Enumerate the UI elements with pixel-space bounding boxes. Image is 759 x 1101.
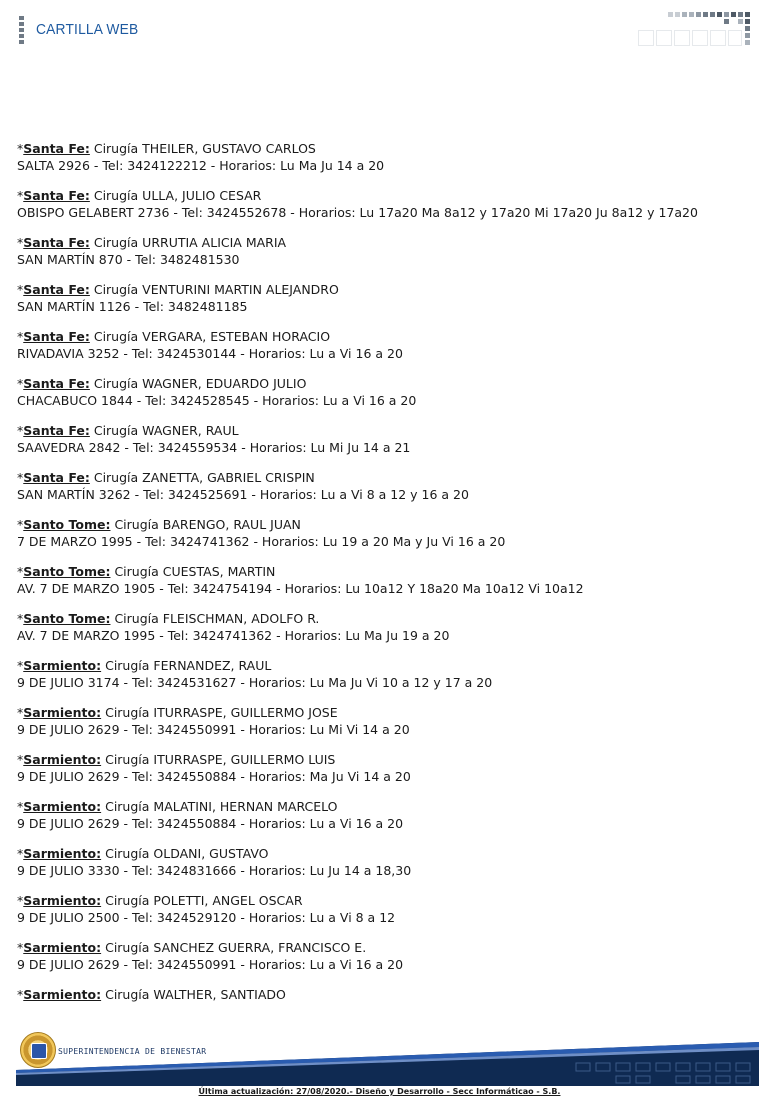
entry-heading bbox=[17, 704, 747, 721]
list-item bbox=[17, 328, 747, 362]
list-item bbox=[17, 469, 747, 503]
entry-specialty: Cirugía bbox=[93, 423, 139, 438]
entry-provider-name: FLEISCHMAN, ADOLFO R. bbox=[162, 611, 320, 626]
entry-details: SAAVEDRA 2842 - Tel: 3424559534 - Horarios: Lu Mi Ju 14 a 21 bbox=[17, 440, 411, 455]
entry-heading bbox=[17, 610, 747, 627]
entry-heading bbox=[17, 422, 747, 439]
list-item bbox=[17, 751, 747, 785]
entry-city: Sarmiento: bbox=[23, 799, 102, 814]
entry-city: Santa Fe: bbox=[23, 470, 90, 485]
entry-bullet: * bbox=[17, 846, 24, 861]
entry-provider-name: WALTHER, SANTIADO bbox=[153, 987, 286, 1002]
entry-details: RIVADAVIA 3252 - Tel: 3424530144 - Horarios: Lu a Vi 16 a 20 bbox=[17, 346, 403, 361]
entry-provider-name: POLETTI, ANGEL OSCAR bbox=[153, 893, 303, 908]
entry-specialty: Cirugía bbox=[93, 376, 139, 391]
entry-details: SAN MARTÍN 3262 - Tel: 3424525691 - Horarios: Lu a Vi 8 a 12 y 16 a 20 bbox=[17, 487, 469, 502]
entry-heading bbox=[17, 657, 747, 674]
entry-heading bbox=[17, 939, 747, 956]
entry-heading bbox=[17, 328, 747, 345]
entry-city: Santo Tome: bbox=[23, 564, 111, 579]
entry-details: AV. 7 DE MARZO 1905 - Tel: 3424754194 - Horarios: Lu 10a12 Y 18a20 Ma 10a12 Vi 10a12 bbox=[17, 581, 584, 596]
entry-bullet: * bbox=[17, 752, 24, 767]
list-item bbox=[17, 610, 747, 644]
entry-provider-name: VENTURINI MARTIN ALEJANDRO bbox=[142, 282, 339, 297]
list-item bbox=[17, 704, 747, 738]
entry-details: 9 DE JULIO 3330 - Tel: 3424831666 - Horarios: Lu Ju 14 a 18,30 bbox=[17, 863, 412, 878]
entry-bullet: * bbox=[17, 517, 24, 532]
entry-heading bbox=[17, 234, 747, 251]
entry-provider-name: CUESTAS, MARTIN bbox=[162, 564, 276, 579]
page-title: CARTILLA WEB bbox=[36, 21, 139, 38]
list-item bbox=[17, 845, 747, 879]
entry-city: Sarmiento: bbox=[23, 987, 102, 1002]
entry-bullet: * bbox=[17, 987, 24, 1002]
entry-specialty: Cirugía bbox=[93, 188, 139, 203]
page-header bbox=[0, 0, 759, 60]
entry-specialty: Cirugía bbox=[93, 282, 139, 297]
entry-provider-name: WAGNER, EDUARDO JULIO bbox=[142, 376, 307, 391]
entry-bullet: * bbox=[17, 893, 24, 908]
entry-bullet: * bbox=[17, 188, 24, 203]
entry-city: Sarmiento: bbox=[23, 658, 102, 673]
entry-bullet: * bbox=[17, 423, 24, 438]
entry-specialty: Cirugía bbox=[105, 658, 150, 673]
entry-details: SAN MARTÍN 1126 - Tel: 3482481185 bbox=[17, 299, 248, 314]
page-footer bbox=[16, 1030, 759, 1090]
entry-specialty: Cirugía bbox=[105, 846, 150, 861]
entry-specialty: Cirugía bbox=[105, 987, 150, 1002]
entry-heading bbox=[17, 751, 747, 768]
entry-provider-name: MALATINI, HERNAN MARCELO bbox=[153, 799, 338, 814]
list-item bbox=[17, 516, 747, 550]
organization-name: SUPERINTENDENCIA DE BIENESTAR bbox=[58, 1047, 207, 1056]
entry-city: Santa Fe: bbox=[23, 188, 90, 203]
entry-details: SALTA 2926 - Tel: 3424122212 - Horarios: Lu Ma Ju 14 a 20 bbox=[17, 158, 385, 173]
entry-city: Santa Fe: bbox=[23, 423, 90, 438]
entry-provider-name: ZANETTA, GABRIEL CRISPIN bbox=[142, 470, 315, 485]
entry-city: Sarmiento: bbox=[23, 846, 102, 861]
entry-bullet: * bbox=[17, 329, 24, 344]
entry-details: 9 DE JULIO 2629 - Tel: 3424550991 - Horarios: Lu a Vi 16 a 20 bbox=[17, 957, 404, 972]
entry-heading bbox=[17, 892, 747, 909]
entry-details: 9 DE JULIO 2629 - Tel: 3424550884 - Horarios: Ma Ju Vi 14 a 20 bbox=[17, 769, 411, 784]
footer-banner bbox=[16, 1030, 759, 1088]
entry-details: CHACABUCO 1844 - Tel: 3424528545 - Horarios: Lu a Vi 16 a 20 bbox=[17, 393, 417, 408]
entry-details: 9 DE JULIO 2629 - Tel: 3424550991 - Horarios: Lu Mi Vi 14 a 20 bbox=[17, 722, 410, 737]
entry-heading bbox=[17, 563, 747, 580]
entry-heading bbox=[17, 798, 747, 815]
list-item bbox=[17, 422, 747, 456]
entry-city: Santa Fe: bbox=[23, 235, 90, 250]
provider-list bbox=[17, 140, 747, 1016]
entry-bullet: * bbox=[17, 658, 24, 673]
entry-bullet: * bbox=[17, 470, 24, 485]
entry-provider-name: ITURRASPE, GUILLERMO JOSE bbox=[153, 705, 338, 720]
entry-bullet: * bbox=[17, 282, 24, 297]
entry-provider-name: ITURRASPE, GUILLERMO LUIS bbox=[153, 752, 336, 767]
entry-details: OBISPO GELABERT 2736 - Tel: 3424552678 - Horarios: Lu 17a20 Ma 8a12 y 17a20 Mi 17a20 Ju 8a12 y 17a20 bbox=[17, 205, 698, 220]
list-item bbox=[17, 892, 747, 926]
list-item bbox=[17, 281, 747, 315]
entry-bullet: * bbox=[17, 705, 24, 720]
list-item bbox=[17, 375, 747, 409]
entry-specialty: Cirugía bbox=[114, 611, 159, 626]
organization-seal-icon bbox=[20, 1032, 56, 1068]
entry-heading bbox=[17, 375, 747, 392]
entry-heading bbox=[17, 986, 747, 1003]
entry-details: AV. 7 DE MARZO 1995 - Tel: 3424741362 - Horarios: Lu Ma Ju 19 a 20 bbox=[17, 628, 450, 643]
entry-bullet: * bbox=[17, 611, 24, 626]
list-item bbox=[17, 187, 747, 221]
entry-heading bbox=[17, 469, 747, 486]
entry-specialty: Cirugía bbox=[93, 235, 139, 250]
entry-provider-name: OLDANI, GUSTAVO bbox=[153, 846, 269, 861]
list-item bbox=[17, 234, 747, 268]
entry-city: Sarmiento: bbox=[23, 752, 102, 767]
entry-provider-name: ULLA, JULIO CESAR bbox=[142, 188, 262, 203]
entry-specialty: Cirugía bbox=[93, 329, 139, 344]
list-item bbox=[17, 563, 747, 597]
entry-bullet: * bbox=[17, 235, 24, 250]
entry-provider-name: SANCHEZ GUERRA, FRANCISCO E. bbox=[153, 940, 367, 955]
entry-heading bbox=[17, 187, 747, 204]
entry-city: Sarmiento: bbox=[23, 705, 102, 720]
entry-bullet: * bbox=[17, 564, 24, 579]
entry-specialty: Cirugía bbox=[114, 564, 159, 579]
entry-heading bbox=[17, 140, 747, 157]
entry-specialty: Cirugía bbox=[105, 752, 150, 767]
last-update-notice: Última actualización: 27/08/2020.- Diseño y Desarrollo - Secc Informáticao - S.B. bbox=[198, 1087, 561, 1096]
entry-bullet: * bbox=[17, 376, 24, 391]
entry-city: Santa Fe: bbox=[23, 376, 90, 391]
list-item bbox=[17, 140, 747, 174]
entry-bullet: * bbox=[17, 141, 24, 156]
entry-specialty: Cirugía bbox=[105, 705, 150, 720]
entry-details: 9 DE JULIO 2500 - Tel: 3424529120 - Horarios: Lu a Vi 8 a 12 bbox=[17, 910, 396, 925]
entry-heading bbox=[17, 845, 747, 862]
entry-city: Sarmiento: bbox=[23, 893, 102, 908]
entry-heading bbox=[17, 281, 747, 298]
entry-city: Sarmiento: bbox=[23, 940, 102, 955]
entry-specialty: Cirugía bbox=[105, 940, 150, 955]
entry-details: 7 DE MARZO 1995 - Tel: 3424741362 - Horarios: Lu 19 a 20 Ma y Ju Vi 16 a 20 bbox=[17, 534, 506, 549]
entry-city: Santo Tome: bbox=[23, 517, 111, 532]
entry-provider-name: URRUTIA ALICIA MARIA bbox=[142, 235, 287, 250]
entry-heading bbox=[17, 516, 747, 533]
entry-specialty: Cirugía bbox=[93, 470, 139, 485]
entry-bullet: * bbox=[17, 940, 24, 955]
entry-provider-name: VERGARA, ESTEBAN HORACIO bbox=[142, 329, 331, 344]
entry-city: Santa Fe: bbox=[23, 282, 90, 297]
entry-city: Santa Fe: bbox=[23, 141, 90, 156]
entry-city: Santo Tome: bbox=[23, 611, 111, 626]
entry-bullet: * bbox=[17, 799, 24, 814]
list-item bbox=[17, 657, 747, 691]
entry-details: SAN MARTÍN 870 - Tel: 3482481530 bbox=[17, 252, 240, 267]
list-item bbox=[17, 986, 747, 1003]
list-item bbox=[17, 939, 747, 973]
header-decoration bbox=[638, 12, 759, 46]
entry-provider-name: BARENGO, RAUL JUAN bbox=[162, 517, 301, 532]
entry-provider-name: THEILER, GUSTAVO CARLOS bbox=[142, 141, 316, 156]
entry-city: Santa Fe: bbox=[23, 329, 90, 344]
header-accent-bar bbox=[19, 16, 24, 46]
entry-specialty: Cirugía bbox=[114, 517, 159, 532]
entry-details: 9 DE JULIO 3174 - Tel: 3424531627 - Horarios: Lu Ma Ju Vi 10 a 12 y 17 a 20 bbox=[17, 675, 493, 690]
list-item bbox=[17, 798, 747, 832]
entry-specialty: Cirugía bbox=[105, 799, 150, 814]
entry-provider-name: WAGNER, RAUL bbox=[142, 423, 239, 438]
entry-specialty: Cirugía bbox=[105, 893, 150, 908]
entry-specialty: Cirugía bbox=[93, 141, 139, 156]
entry-provider-name: FERNANDEZ, RAUL bbox=[153, 658, 272, 673]
entry-details: 9 DE JULIO 2629 - Tel: 3424550884 - Horarios: Lu a Vi 16 a 20 bbox=[17, 816, 404, 831]
